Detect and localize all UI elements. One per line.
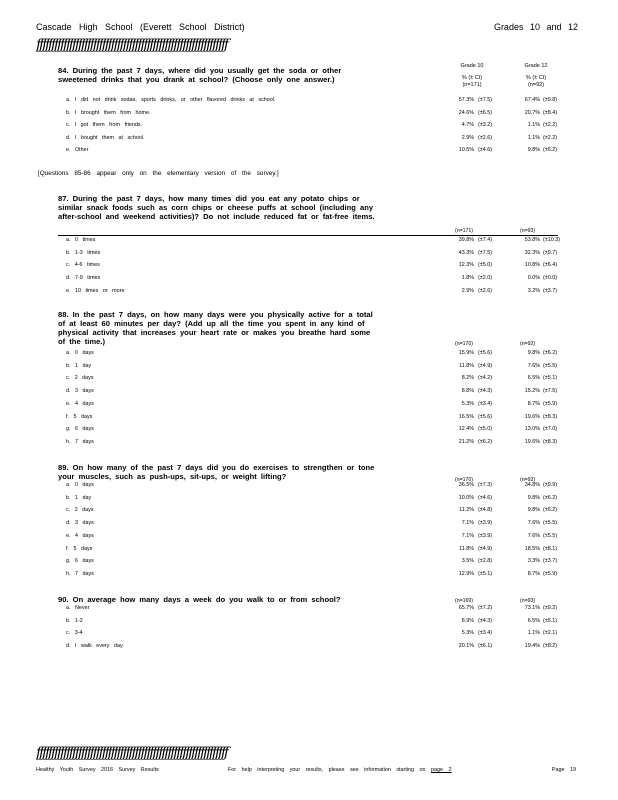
grade12-ci: (±5.1) (543, 375, 558, 382)
grade10-ci: (±2.0) (478, 275, 493, 282)
grade12-ci: (±9.8) (543, 97, 558, 103)
grade10-ci: (±2.6) (478, 134, 493, 141)
grade10-percent: 16.5% (458, 413, 474, 420)
bottom-decorative-rule: ƒƒƒƒƒƒƒƒƒƒƒƒƒƒƒƒƒƒƒƒƒƒƒƒƒƒƒƒƒƒƒƒƒƒƒƒƒƒƒƒƒƒƒƒƒƒƒƒƒƒƒƒƒƒƒƒƒƒƒƒƒƒƒƒ (36, 746, 227, 760)
answer-label: h. 7 days (66, 570, 94, 577)
grade10-ci: (±6.1) (478, 643, 493, 650)
grade10-ci: (±4.3) (478, 617, 493, 624)
grade12-percent: 19.4% (524, 643, 540, 650)
grade10-percent: 8.9% (461, 617, 474, 624)
grade10-ci: (±7.5) (478, 97, 493, 103)
answer-label: c. I got them from friends. (66, 122, 143, 129)
answer-label: c. 2 days (66, 507, 94, 514)
grade10-ci: (±7.5) (478, 249, 493, 256)
answer-label: a. 0 days (66, 350, 94, 356)
grade12-ci: (±9.2) (543, 605, 558, 611)
grade12-percent: 3.2% (527, 287, 540, 294)
grade10-ci: (±7.3) (478, 482, 493, 488)
grade10-percent: 36.5% (458, 482, 474, 488)
footer-page-link[interactable]: page 2 (431, 767, 452, 773)
grade10-percent: 20.1% (458, 643, 474, 650)
grade12-ci: (±10.3) (543, 237, 561, 243)
answer-label: a. 0 days (66, 482, 94, 488)
answer-label: e. Other (66, 147, 89, 154)
grade12-n: (n=92) (527, 82, 545, 88)
answer-row (66, 135, 560, 144)
grade12-ci: (±9.7) (543, 249, 558, 256)
answer-row (66, 388, 560, 397)
answer-row (66, 605, 560, 614)
grade10-ci: (±5.1) (478, 570, 493, 577)
question-88-n10: (n=170) (455, 341, 474, 347)
grade10-percent: 2.9% (461, 134, 474, 141)
answer-row (66, 571, 560, 580)
answer-row (66, 237, 560, 246)
grade10-percent: 10.5% (458, 147, 474, 154)
question-90-n12: (n=93) (520, 598, 536, 604)
answer-label: a. 0 times (66, 237, 96, 243)
grade10-ci: (±4.6) (478, 494, 493, 501)
answer-label: a. I did not drink sodas, sports drinks, or other flavored drinks at school. (66, 97, 276, 103)
answer-row (66, 630, 560, 639)
grade10-ci: (±6.5) (478, 109, 493, 116)
grade10-percent: 7.1% (461, 520, 474, 527)
answer-row (66, 643, 560, 652)
grade12-ci: (±9.9) (543, 482, 558, 488)
answer-row (66, 147, 560, 156)
grade10-percent: 8.2% (461, 375, 474, 382)
answer-row (66, 110, 560, 119)
grade12-ci: (±8.4) (543, 109, 558, 116)
grade10-ci: (±4.9) (478, 545, 493, 552)
grade12-percent: 9.8% (527, 507, 540, 514)
grade12-ci: (±8.2) (543, 643, 558, 650)
answer-label: d. I bought them at school. (66, 134, 145, 141)
grade12-percent: 6.5% (527, 375, 540, 382)
grade12-percent: 13.0% (524, 426, 540, 433)
grade10-ci: (±4.3) (478, 388, 493, 395)
grade12-percent: 32.3% (524, 249, 540, 256)
grade12-percent: 1.1% (527, 134, 540, 141)
grade10-ci: (±7.4) (478, 237, 493, 243)
grade12-percent: 15.2% (524, 388, 540, 395)
answer-label: c. 4-6 times (66, 262, 100, 269)
grade10-percent: 10.0% (458, 494, 474, 501)
answer-row (66, 507, 560, 516)
grade10-percent: 12.3% (458, 262, 474, 269)
grade10-ci: (±3.9) (478, 520, 493, 527)
answer-label: d. 3 days (66, 388, 94, 395)
grade12-ci: (±6.2) (543, 350, 558, 356)
grade10-ci: (±6.2) (478, 438, 493, 445)
grade10-label: Grade 10 (460, 63, 484, 69)
grade10-ci: (±5.6) (478, 413, 493, 420)
grade10-ci: (±5.6) (478, 350, 493, 356)
answer-label: b. 1 day (66, 362, 92, 369)
grade12-percent: 6.5% (527, 617, 540, 624)
grade12-ci: (±5.5) (543, 362, 558, 369)
answer-label: e. 4 days (66, 400, 94, 407)
grade10-ci: (±2.8) (478, 558, 493, 565)
grade10-percent: 24.6% (458, 109, 474, 116)
answer-label: b. 1-3 times (66, 249, 101, 256)
answer-label: g. 6 days (66, 426, 94, 433)
answer-row (66, 275, 560, 284)
grade12-percent: 67.4% (524, 97, 540, 103)
grade12-percent: 9.8% (527, 494, 540, 501)
answer-row (66, 363, 560, 372)
grade10-percent: 12.4% (458, 426, 474, 433)
answer-row (66, 439, 560, 448)
answer-row (66, 414, 560, 423)
grade12-percent: 19.6% (524, 413, 540, 420)
grade10-column-header (442, 63, 502, 89)
grade12-percent: 8.7% (527, 400, 540, 407)
footer-help-text (228, 767, 452, 773)
grade12-percent: 34.8% (524, 482, 540, 488)
grade12-ci: (±2.2) (543, 134, 558, 141)
grade12-percent: 1.1% (527, 122, 540, 129)
question-89-title: 89. On how many of the past 7 days did you do exercises to strengthen or tone your muscles, such as push-ups, sit-ups, or weight lifting? (58, 463, 375, 481)
answer-row (66, 618, 560, 627)
grades-label: Grades 10 and 12 (493, 22, 578, 32)
school-name: Cascade High School (Everett School District) (36, 22, 245, 32)
grade10-percent: 12.9% (458, 570, 474, 577)
question-88-n12: (n=92) (520, 341, 536, 347)
answer-row (66, 97, 560, 106)
grade10-percent: 2.9% (461, 287, 474, 294)
grade12-ci: (±5.9) (543, 400, 558, 407)
grade12-percent: 19.6% (524, 438, 540, 445)
grade12-ci: (±3.7) (543, 287, 558, 294)
grade12-ci: (±6.4) (543, 262, 558, 269)
grade12-ci: (±6.2) (543, 494, 558, 501)
grade12-ci: (±6.2) (543, 147, 558, 154)
grade12-percent: 10.8% (524, 262, 540, 269)
grade12-ci: (±7.0) (543, 426, 558, 433)
question-89-n12: (n=92) (520, 477, 536, 483)
grade12-percent: 1.1% (527, 630, 540, 637)
grade10-ci: (±5.0) (478, 426, 493, 433)
question-84-title: 84. During the past 7 days, where did you usually get the soda or other sweetened drinks that you drank at school? (Choose only one answer.) (58, 66, 342, 84)
grade10-ci: (±3.2) (478, 122, 493, 129)
grade12-ci: (±0.0) (543, 275, 558, 282)
grade10-ci: (±4.2) (478, 375, 493, 382)
answer-label: e. 4 days (66, 532, 94, 539)
grade12-percent: 8.7% (527, 570, 540, 577)
answer-label: c. 2 days (66, 375, 94, 382)
answer-label: f. 5 days (66, 545, 93, 552)
answer-label: f. 5 days (66, 413, 93, 420)
grade12-column-header (506, 63, 566, 89)
answer-label: b. I brought them from home. (66, 109, 151, 116)
question-89-n10: (n=170) (455, 477, 474, 483)
grade10-ci: (±4.9) (478, 362, 493, 369)
answer-label: b. 1 day (66, 494, 92, 501)
question-90-n10: (n=169) (455, 598, 474, 604)
question-87-title: 87. During the past 7 days, how many times did you eat any potato chips or similar snack foods such as corn chips or cheese puffs at school (including any after-school and weekend activities)? Do not include reduced fat or fat-free items. (58, 194, 375, 221)
answer-label: a. Never (66, 605, 90, 611)
answer-row (66, 375, 560, 384)
grade12-label: Grade 12 (524, 63, 548, 69)
answer-label: e. 10 times or more (66, 287, 125, 294)
grade12-ci: (±5.1) (543, 617, 558, 624)
answer-row (66, 495, 560, 504)
grade12-ci: (±7.5) (543, 388, 558, 395)
grade12-percent: 0.0% (527, 275, 540, 282)
question-87-n10: (n=171) (455, 228, 474, 234)
grade10-percent: 8.8% (461, 388, 474, 395)
grade12-percent: 20.7% (524, 109, 540, 116)
footer-survey-name: Healthy Youth Survey 2016 Survey Results (36, 767, 159, 773)
answer-row (66, 482, 560, 491)
question-90-title: 90. On average how many days a week do you walk to or from school? (58, 595, 341, 604)
grade12-percent: 3.3% (527, 558, 540, 565)
grade12-ci: (±5.5) (543, 532, 558, 539)
answer-row (66, 546, 560, 555)
grade10-percent: 1.8% (461, 275, 474, 282)
grade12-percent: 7.6% (527, 520, 540, 527)
grade10-ci: (±7.2) (478, 605, 493, 611)
grade10-percent: 7.1% (461, 532, 474, 539)
grade10-percent: 11.8% (459, 362, 474, 369)
grade12-percent: 9.8% (527, 147, 540, 154)
answer-row (66, 533, 560, 542)
answer-label: b. 1-2 (66, 617, 83, 624)
grade12-pct-label: % (± CI) (525, 75, 547, 81)
grade12-ci: (±8.3) (543, 413, 558, 420)
grade10-percent: 15.9% (458, 350, 474, 356)
grade12-percent: 53.8% (524, 237, 540, 243)
answer-label: c. 3-4 (66, 630, 83, 637)
grade10-n: (n=171) (462, 82, 482, 88)
grade10-percent: 43.3% (458, 249, 474, 256)
grade12-ci: (±2.1) (543, 630, 558, 637)
grade12-ci: (±8.3) (543, 438, 558, 445)
answer-label: d. 7-9 times (66, 275, 101, 282)
elementary-note: [Questions 85-86 appear only on the elementary version of the survey.] (38, 170, 279, 177)
grade10-ci: (±4.8) (478, 507, 493, 514)
grade12-percent: 9.8% (527, 350, 540, 356)
question-87-n12: (n=93) (520, 228, 536, 234)
grade10-percent: 5.3% (461, 630, 474, 637)
answer-row (66, 426, 560, 435)
grade10-percent: 3.5% (461, 558, 474, 565)
grade12-percent: 73.1% (524, 605, 540, 611)
footer-page-number: Page 19 (551, 767, 576, 773)
answer-label: d. I walk every day. (66, 643, 124, 650)
grade10-percent: 11.8% (459, 545, 474, 552)
grade10-ci: (±4.6) (478, 147, 493, 154)
grade10-ci: (±3.4) (478, 400, 493, 407)
grade10-ci: (±5.0) (478, 262, 493, 269)
grade10-percent: 11.2% (459, 507, 474, 514)
grade12-ci: (±3.7) (543, 558, 558, 565)
footer-help-message: For help interpreting your results, please see information starting on (228, 767, 426, 773)
grade10-percent: 57.3% (458, 97, 474, 103)
grade10-percent: 5.3% (461, 400, 474, 407)
grade12-ci: (±8.1) (543, 545, 558, 552)
grade12-percent: 18.5% (524, 545, 540, 552)
grade10-percent: 65.7% (458, 605, 474, 611)
answer-label: h. 7 days (66, 438, 94, 445)
grade12-ci: (±6.2) (543, 507, 558, 514)
grade10-pct-label: % (± CI) (461, 75, 483, 81)
answer-row (66, 122, 560, 131)
grade12-ci: (±2.2) (543, 122, 558, 129)
question-87-rule (58, 235, 558, 236)
answer-row (66, 350, 560, 359)
answer-row (66, 520, 560, 529)
answer-row (66, 558, 560, 567)
grade10-percent: 39.8% (458, 237, 474, 243)
answer-row (66, 401, 560, 410)
answer-row (66, 288, 560, 297)
grade12-ci: (±5.5) (543, 520, 558, 527)
grade10-ci: (±2.6) (478, 287, 493, 294)
grade10-ci: (±3.4) (478, 630, 493, 637)
grade12-percent: 7.6% (527, 532, 540, 539)
grade10-percent: 4.7% (461, 122, 474, 129)
answer-label: g. 6 days (66, 558, 94, 565)
grade12-ci: (±5.9) (543, 570, 558, 577)
answer-row (66, 262, 560, 271)
top-decorative-rule: ƒƒƒƒƒƒƒƒƒƒƒƒƒƒƒƒƒƒƒƒƒƒƒƒƒƒƒƒƒƒƒƒƒƒƒƒƒƒƒƒƒƒƒƒƒƒƒƒƒƒƒƒƒƒƒƒƒƒƒƒƒƒƒƒ (36, 38, 227, 52)
grade10-percent: 21.2% (458, 438, 474, 445)
grade10-ci: (±3.9) (478, 532, 493, 539)
answer-row (66, 250, 560, 259)
answer-label: d. 3 days (66, 520, 94, 527)
grade12-percent: 7.6% (527, 362, 540, 369)
question-88-title: 88. In the past 7 days, on how many days were you physically active for a total of at least 60 minutes per day? (Add up all the time you spent in any kind of physical activity that increases your heart rate or makes you breathe hard some of the time.) (58, 310, 373, 346)
